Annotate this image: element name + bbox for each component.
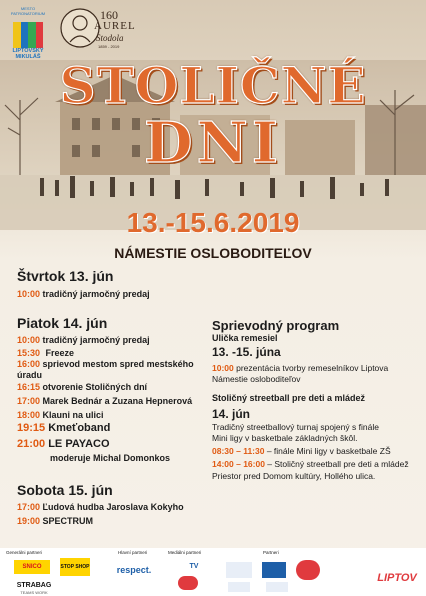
snico-logo: SNICO (14, 560, 50, 574)
schedule-time: 19:00 (17, 516, 41, 526)
event-dates: 13.-15.6.2019 (126, 207, 300, 238)
schedule-text: sprievod mestom spred mestského úradu (17, 359, 194, 380)
liptov-logo: LIPTOV (377, 572, 417, 584)
partner-logo-icon (262, 562, 286, 578)
schedule-text: Marek Bednár a Zuzana Hepnerová (42, 396, 193, 406)
partners-footer (0, 548, 426, 596)
friday-heading: Piatok 14. jún (17, 315, 108, 331)
partner-logo-icon (228, 582, 250, 592)
respect-logo: respect. (116, 565, 152, 575)
streetball-date: 14. jún (212, 407, 251, 421)
coat-of-arms-icon (13, 22, 43, 48)
streetball-time-1 (212, 446, 391, 456)
title-line-1: STOLIČNÉ (59, 56, 367, 115)
streetball-time-2 (212, 459, 409, 469)
side-program-sub: Ulička remesiel (212, 333, 278, 343)
schedule-item (17, 410, 104, 420)
schedule-time: 10:00 (17, 335, 41, 345)
schedule-time: 21:00 (17, 438, 46, 450)
side-program-heading: Sprievodný program (212, 318, 340, 333)
schedule-note (50, 453, 170, 463)
label-partners: Partneri (263, 550, 279, 555)
schedule-item (17, 502, 184, 512)
schedule-item (17, 516, 93, 526)
schedule-time: 16:00 (17, 359, 41, 369)
aurel-name: AUREL (94, 20, 136, 32)
label-general-partners: Generálni partneri (6, 550, 43, 555)
partner-logo-icon (266, 582, 288, 592)
schedule-time: 10:00 (17, 289, 41, 299)
schedule-time: 17:00 (17, 396, 41, 406)
label-media-partners: Mediálni partneri (168, 550, 202, 555)
saturday-heading: Sobota 15. jún (17, 482, 113, 498)
strabag-logo: STRABAG (16, 581, 52, 589)
schedule-text: Ľudová hudba Jaroslava Kokyho (42, 502, 184, 512)
streetball-heading: Stoličný streetball pre deti a mládež (212, 393, 366, 403)
schedule-text: Freeze (45, 348, 75, 358)
aurel-number: 160 (100, 8, 118, 22)
city-logo (6, 6, 50, 58)
schedule-text: LE PAYACO (48, 438, 110, 450)
media-partner-icon (178, 576, 198, 590)
schedule-item (17, 359, 197, 381)
aurel-sub: Stodola (96, 33, 124, 43)
schedule-item (17, 289, 150, 299)
side-program-time: 10:00 (212, 363, 234, 373)
aurel-stodola-logo (60, 6, 140, 54)
city-logo-name: LIPTOVSKÝ MIKULÁŠ (12, 48, 44, 60)
city-logo-top: MESTO PATRONATORIUM (10, 6, 46, 16)
title-line-2: DNI (144, 110, 282, 176)
stop-shop-logo: STOP SHOP (60, 558, 90, 576)
side-program-place: Námestie osloboditeľov (212, 374, 301, 384)
thursday-heading: Štvrtok 13. jún (17, 268, 114, 284)
schedule-item (17, 438, 110, 450)
streetball-time: 14:00 – 16:00 (212, 459, 265, 469)
partner-logo-icon (226, 562, 252, 578)
schedule-text: tradičný jarmočný predaj (42, 335, 150, 345)
streetball-time: 08:30 – 11:30 (212, 446, 265, 456)
side-program-line (212, 363, 388, 373)
schedule-time: 15:30 (17, 348, 41, 358)
schedule-item (17, 348, 74, 358)
schedule-item (17, 396, 192, 406)
aurel-years: 1859 - 2019 (98, 44, 120, 49)
schedule-text: SPECTRUM (42, 516, 94, 526)
schedule-item (17, 382, 147, 392)
schedule-time: 18:00 (17, 410, 41, 420)
streetball-desc-1: Tradičný streetballový turnaj spojený s finále (212, 422, 379, 432)
schedule-text: tradičný jarmočný predaj (42, 289, 150, 299)
schedule-item (17, 335, 150, 345)
partner-logo-icon (296, 560, 320, 580)
event-place: NÁMESTIE OSLOBODITEĽOV (114, 245, 312, 261)
schedule-text: otvorenie Stoličných dní (42, 382, 148, 392)
schedule-item (17, 422, 110, 434)
side-program-text: prezentácia tvorby remeselníkov Liptova (236, 363, 389, 373)
streetball-text: – finále Mini ligy v basketbale ZŠ (264, 446, 391, 456)
tv-logo: TV (189, 562, 199, 570)
schedule-text: Klauni na ulici (42, 410, 104, 420)
strabag-sub: TEAMS WORK (20, 589, 48, 595)
schedule-time: 19:15 (17, 422, 46, 434)
streetball-desc-2: Mini ligy v basketbale základných škôl. (212, 433, 358, 443)
schedule-text: moderuje Michal Domonkos (50, 453, 171, 463)
streetball-place: Priestor pred Domom kultúry, Hollého ulica. (212, 471, 376, 481)
streetball-text: – Stoličný streetball pre deti a mládež (264, 459, 409, 469)
schedule-time: 16:15 (17, 382, 41, 392)
schedule-text: Kmeťoband (48, 422, 111, 434)
side-program-dates: 13. -15. júna (212, 345, 281, 359)
label-main-partners: Hlavní partneri (118, 550, 148, 555)
schedule-time: 17:00 (17, 502, 41, 512)
